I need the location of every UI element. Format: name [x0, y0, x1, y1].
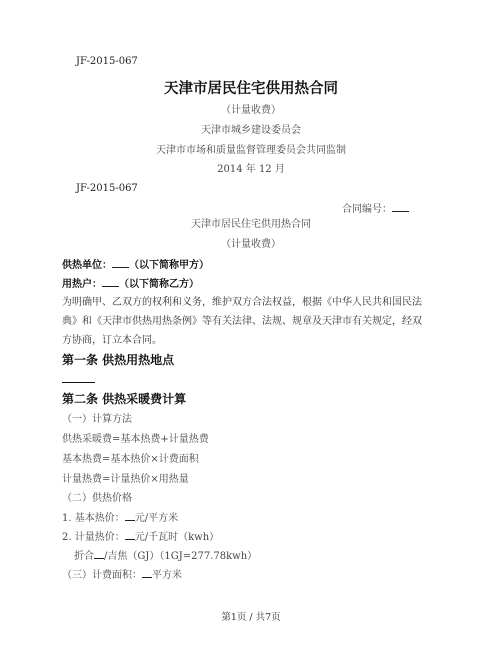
preamble-line-1: 为明确甲、乙双方的权利和义务，维护双方合法权益，根据《中华人民共和国民法: [62, 297, 422, 308]
preamble-line-2: 典》和《天津市供热用热条例》等有关法律、法规、规章及天津市有关规定，经双: [62, 316, 422, 327]
basic-price-blank: [125, 511, 135, 521]
billing-area-unit: 平方米: [152, 570, 182, 581]
conversion-unit: /吉焦（GJ）（1GJ=277.78kwh）: [104, 551, 258, 562]
article-2-heading: 第二条 供热采暖费计算: [62, 392, 187, 406]
cover-date: 2014 年 12 月: [217, 164, 285, 175]
contract-subtitle: （计量收费）: [221, 239, 281, 250]
billing-area-line: [62, 568, 182, 582]
party-b-label: 用热户：: [62, 279, 102, 290]
party-a-blank: [112, 258, 129, 268]
formula-3: 计量热费=计量热价×用热量: [62, 474, 189, 485]
preamble: [62, 293, 444, 350]
billing-area-blank: [142, 568, 152, 578]
contract-number-label: 合同编号：: [342, 204, 392, 215]
cover-subtitle: （计量收费）: [221, 105, 281, 116]
metered-price-label: 2. 计量热价：: [62, 532, 125, 543]
conversion-line: [74, 549, 257, 563]
cover-issuer-2: 天津市市场和质量监督管理委员会共同监制: [156, 145, 346, 156]
cover-code: JF-2015-067: [76, 56, 138, 67]
party-b-line: [62, 277, 199, 291]
party-b-suffix: （以下简称乙方）: [119, 279, 199, 290]
conversion-blank: [94, 549, 104, 559]
billing-area-label: （三）计费面积：: [62, 570, 142, 581]
contract-title: 天津市居民住宅供用热合同: [191, 219, 311, 230]
basic-price-label: 1. 基本热价：: [62, 513, 125, 524]
party-a-line: [62, 258, 209, 272]
contract-number-blank: [392, 202, 409, 212]
party-a-label: 供热单位：: [62, 260, 112, 271]
party-a-suffix: （以下简称甲方）: [129, 260, 209, 271]
contract-number: [342, 202, 409, 216]
metered-price-blank: [125, 530, 135, 540]
article-1-heading: 第一条 供热用热地点: [62, 353, 175, 367]
party-b-blank: [102, 277, 119, 287]
basic-price-unit: 元/平方米: [134, 513, 179, 524]
contract-code: JF-2015-067: [76, 183, 138, 194]
article-2-sub-2: （二）供热价格: [62, 493, 132, 504]
formula-2: 基本热费=基本热价×计费面积: [62, 454, 199, 465]
formula-1: 供热采暖费=基本热费+计量热费: [62, 434, 209, 445]
page-number: 第1页 / 共7页: [221, 612, 281, 623]
cover-issuer-1: 天津市城乡建设委员会: [201, 125, 301, 136]
preamble-line-3: 方协商，订立本合同。: [62, 335, 162, 346]
basic-price-line: [62, 511, 178, 525]
article-1-blank-line: [62, 382, 95, 383]
conversion-prefix: 折合: [74, 551, 94, 562]
metered-price-unit: 元/千瓦时（kwh）: [134, 532, 220, 543]
article-2-sub-1: （一）计算方法: [62, 414, 132, 425]
metered-price-line: [62, 530, 219, 544]
cover-title: 天津市居民住宅供用热合同: [164, 80, 338, 97]
